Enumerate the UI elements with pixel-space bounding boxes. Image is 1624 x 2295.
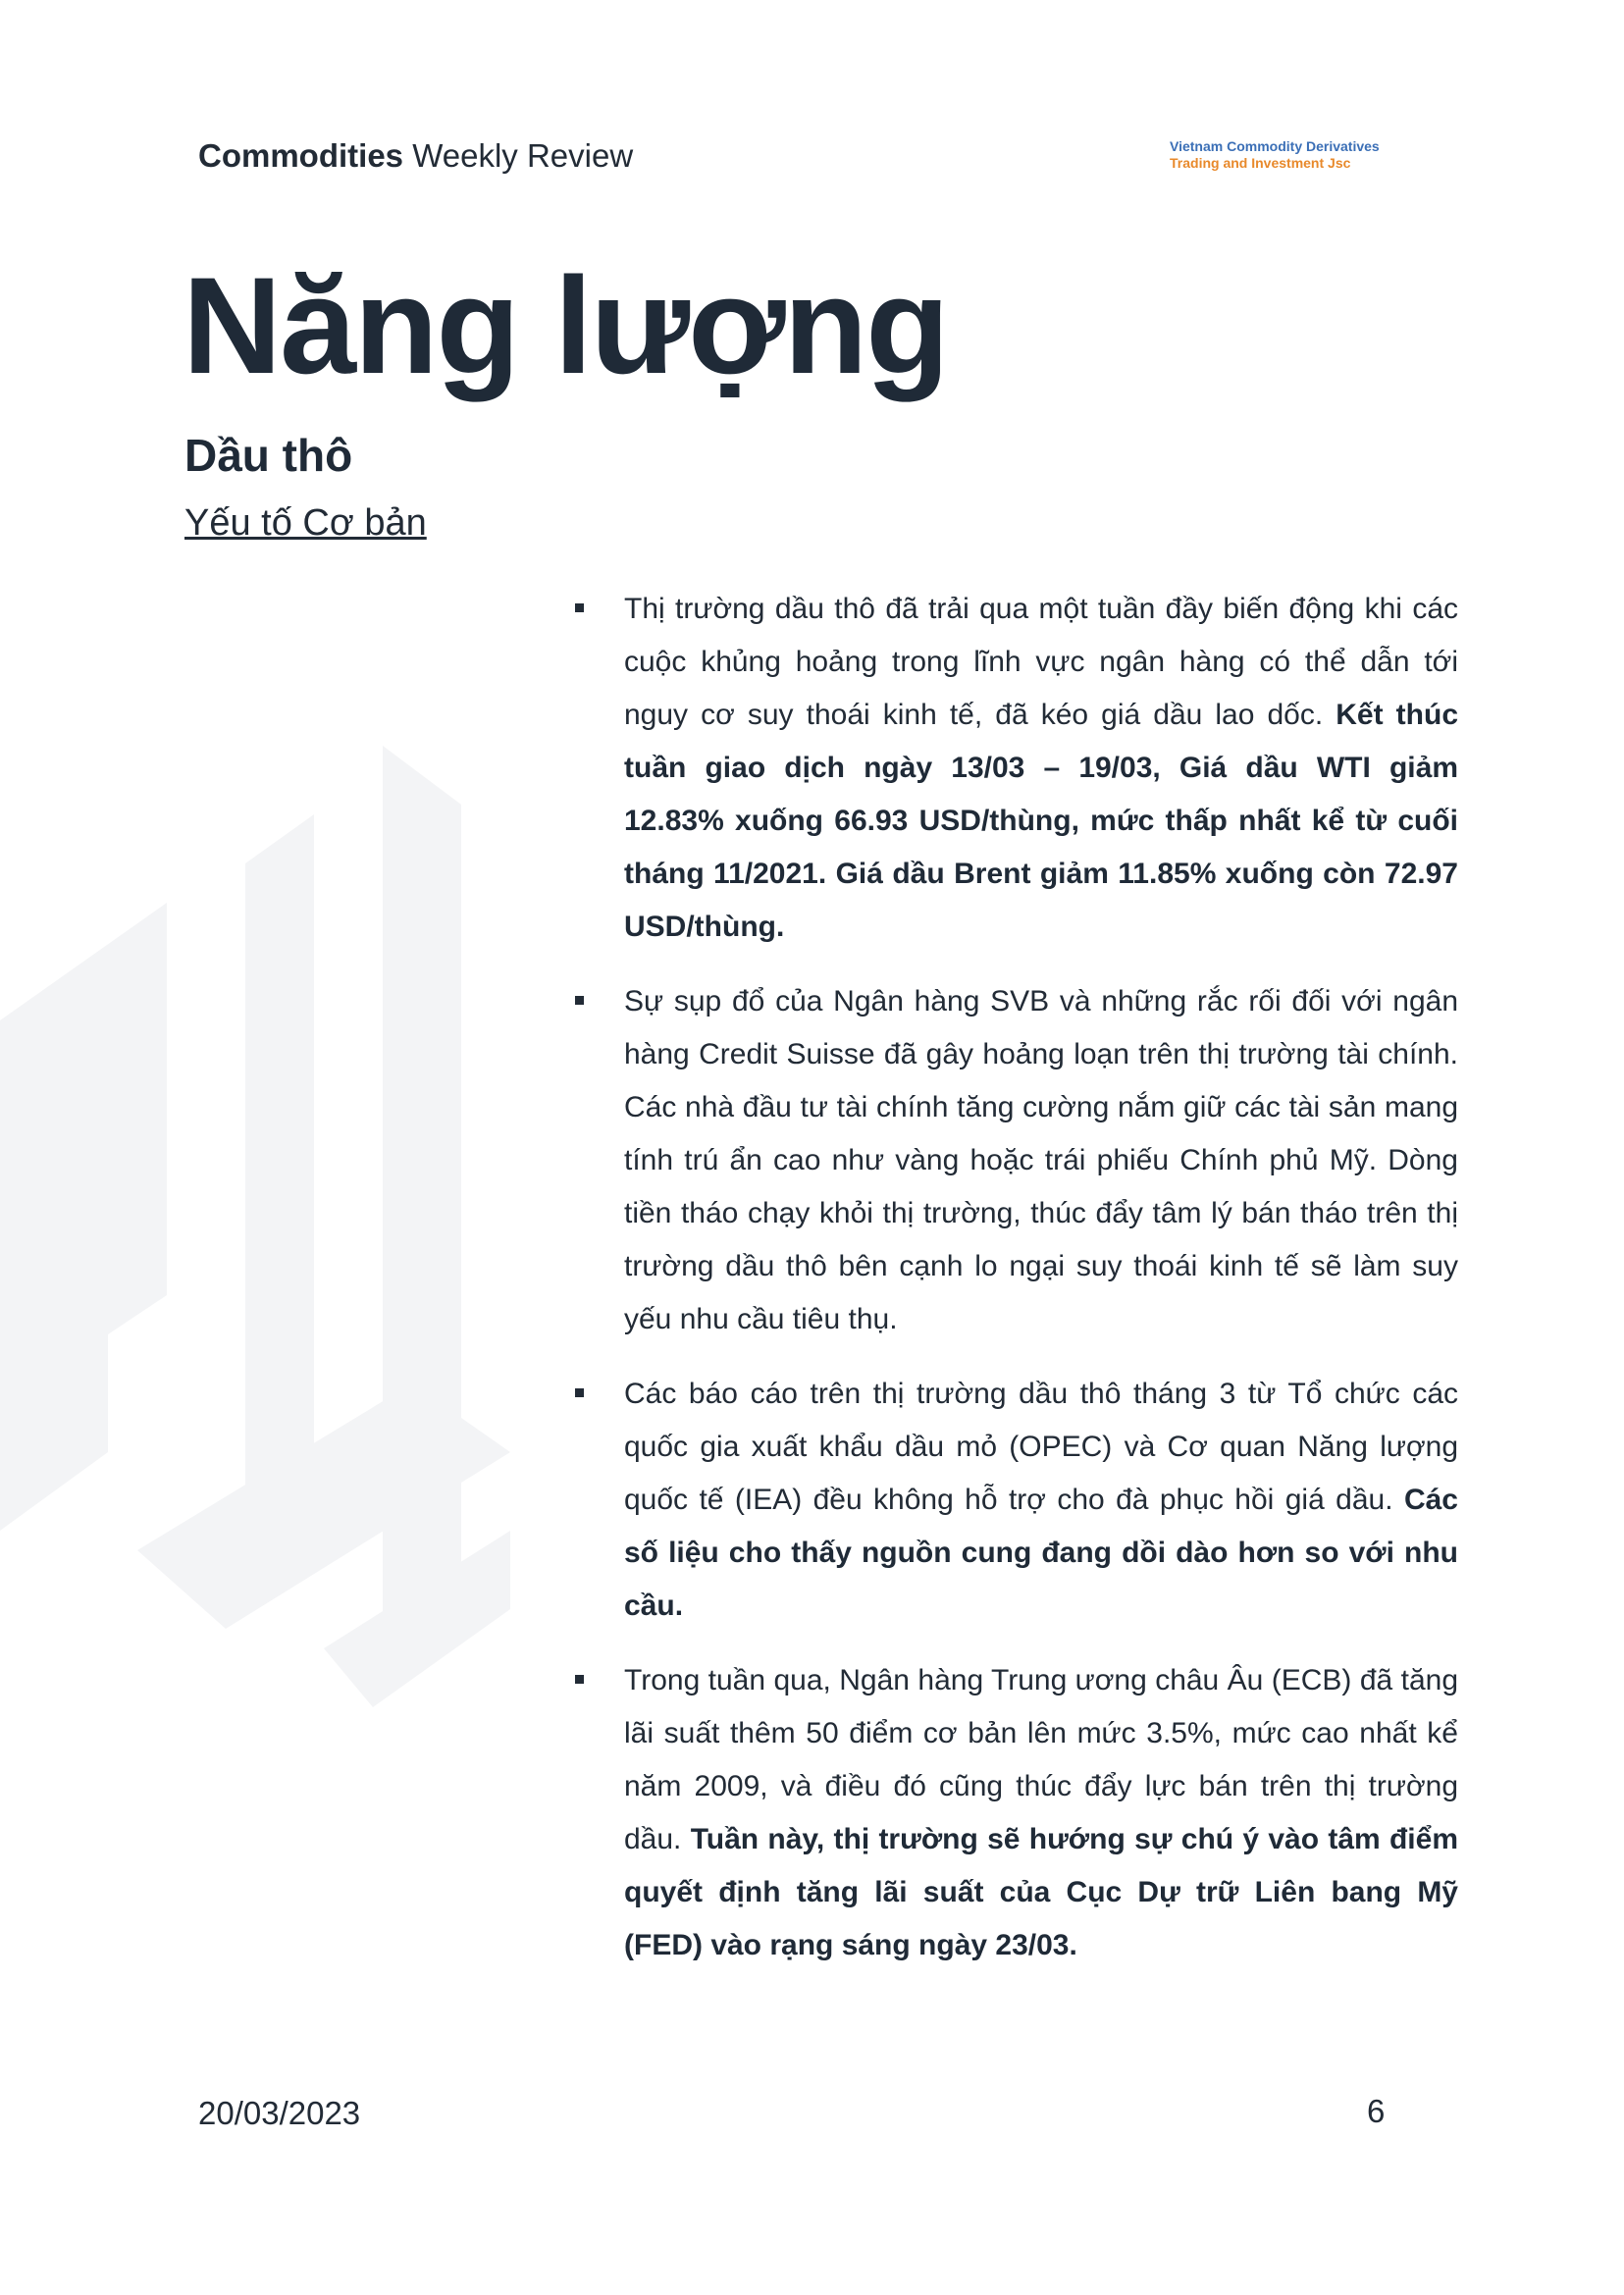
bullet-bold-text: Các số liệu cho thấy nguồn cung đang dồi dào hơn so với nhu cầu.: [624, 1484, 1458, 1622]
footer-date: 20/03/2023: [198, 2095, 361, 2131]
bullet-marker-icon: [575, 1675, 584, 1684]
bullet-text: Sự sụp đổ của Ngân hàng SVB và những rắc rối đối với ngân hàng Credit Suisse đã gây hoảng loạn trên thị trường tài chính. Các nhà đầu tư tài chính tăng cường nắm giữ các tài sản mang tính trú ẩn cao như vàng hoặc trái phiếu Chính phủ Mỹ. Dòng tiền tháo chạy khỏi thị trường, thúc đẩy tâm lý bán tháo trên thị trường dầu thô bên cạnh lo ngại suy thoái kinh tế sẽ làm suy yếu nhu cầu tiêu thụ.: [624, 985, 1458, 1335]
page-subtitle: Dầu thô: [184, 430, 353, 481]
page-title: Năng lượng: [183, 248, 948, 402]
bullet-item: [575, 975, 1458, 1346]
bullet-item: [575, 1368, 1458, 1633]
page-number: 6: [1367, 2093, 1386, 2129]
company-logo: [1170, 138, 1380, 172]
bullet-text: Thị trường dầu thô đã trải qua một tuần đầy biến động khi các cuộc khủng hoảng trong lĩnh vực ngân hàng có thể dẫn tới nguy cơ suy thoái kinh tế, đã kéo giá dầu lao dốc.: [624, 593, 1458, 731]
bullet-marker-icon: [575, 996, 584, 1005]
bullet-text: Trong tuần qua, Ngân hàng Trung ương châu Âu (ECB) đã tăng lãi suất thêm 50 điểm cơ bản lên mức 3.5%, mức cao nhất kể năm 2009, và điều đó cũng thúc đẩy lực bán trên thị trường dầu.: [624, 1664, 1458, 1855]
logo-line1: Vietnam Commodity Derivatives: [1170, 138, 1380, 154]
logo-line2: Trading and Investment Jsc: [1170, 155, 1351, 171]
header-title-rest: Weekly Review: [403, 137, 634, 174]
bullet-marker-icon: [575, 603, 584, 612]
bullet-bold-text: Tuần này, thị trường sẽ hướng sự chú ý vào tâm điểm quyết định tăng lãi suất của Cục Dự trữ Liên bang Mỹ (FED) vào rạng sáng ngày 23/03.: [624, 1823, 1458, 1961]
bullet-item: [575, 1654, 1458, 1972]
bullet-text: Các báo cáo trên thị trường dầu thô tháng 3 từ Tổ chức các quốc gia xuất khẩu dầu mỏ (OPEC) và Cơ quan Năng lượng quốc tế (IEA) đều không hỗ trợ cho đà phục hồi giá dầu.: [624, 1378, 1458, 1516]
bullet-marker-icon: [575, 1388, 584, 1397]
background-watermark-graphic: [0, 746, 550, 1825]
report-header: [198, 137, 633, 175]
bullet-bold-text: Kết thúc tuần giao dịch ngày 13/03 – 19/03, Giá dầu WTI giảm 12.83% xuống 66.93 USD/thùng, mức thấp nhất kể từ cuối tháng 11/2021. Giá dầu Brent giảm 11.85% xuống còn 72.97 USD/thùng.: [624, 699, 1459, 943]
section-link[interactable]: Yếu tố Cơ bản: [184, 502, 427, 544]
bullet-list: [575, 583, 1458, 1994]
bullet-item: [575, 583, 1458, 954]
header-title-strong: Commodities: [198, 137, 404, 174]
